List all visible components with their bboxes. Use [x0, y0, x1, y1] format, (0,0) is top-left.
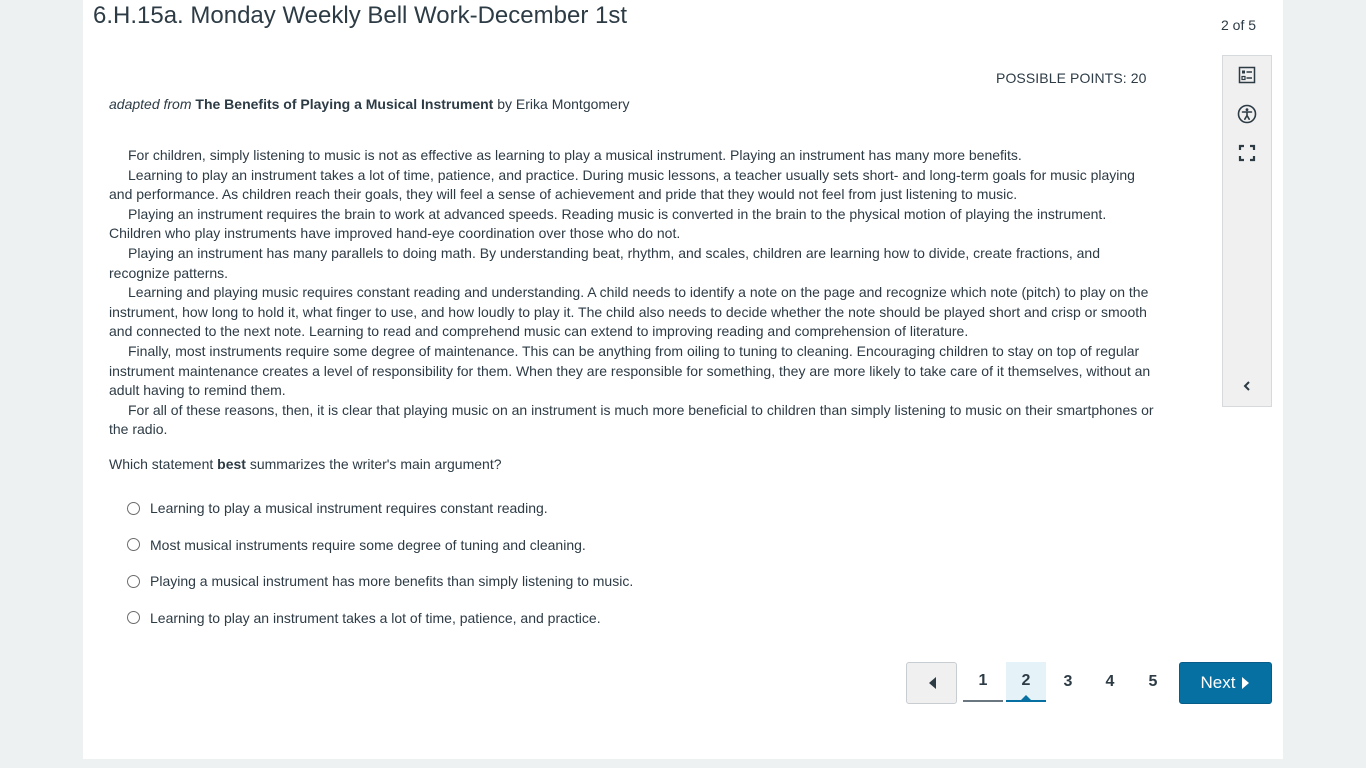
- answer-label: Learning to play a musical instrument requires constant reading.: [150, 500, 548, 516]
- answer-label: Learning to play an instrument takes a lot of time, patience, and practice.: [150, 609, 601, 626]
- attribution-prefix: adapted from: [109, 96, 192, 112]
- page-button-2[interactable]: 2: [1006, 662, 1046, 702]
- passage-paragraph: Playing an instrument has many parallels to doing math. By understanding beat, rhythm, and scales, children are learning how to divide, create fractions, and recognize patterns.: [109, 244, 1100, 281]
- quiz-tools-sidebar: [1222, 55, 1272, 407]
- chevron-left-icon[interactable]: [1236, 375, 1258, 397]
- answer-label: Playing a musical instrument has more benefits than simply listening to music.: [150, 573, 634, 590]
- passage-paragraph: Finally, most instruments require some degree of maintenance. This can be anything from oiling to tuning to cleaning. Encouraging children to stay on top of regular instrument maintenance creates a level of responsibility for them. When they are responsible for something, they are more likely to take care of it themselves, without an adult having to remind them.: [109, 342, 1151, 399]
- next-button[interactable]: [1179, 662, 1272, 704]
- question-text-after: summarizes the writer's main argument?: [249, 456, 502, 472]
- attribution-title: The Benefits of Playing a Musical Instrument: [195, 96, 494, 112]
- quiz-page: [83, 0, 1283, 759]
- answer-choices: [127, 499, 633, 645]
- answer-label: Most musical instruments require some degree of tuning and cleaning.: [150, 536, 586, 553]
- question-prompt: [109, 456, 502, 472]
- passage-paragraph: Learning to play an instrument takes a lot of time, patience, and practice. During music lessons, a teacher usually sets short- and long-term goals for music playing and performance. As children reach their goals, they will feel a sense of achievement and pride that they would not feel from just listening to music.: [109, 166, 1135, 203]
- question-text-bold: best: [217, 456, 246, 472]
- passage-paragraph: For children, simply listening to music is not as effective as learning to play a musical instrument. Playing an instrument has many more benefits.: [128, 147, 1022, 163]
- next-button-label: Next: [1200, 673, 1236, 692]
- question-text-before: Which statement: [109, 456, 214, 472]
- radio-button[interactable]: [127, 538, 140, 551]
- caret-right-icon: [1241, 676, 1250, 690]
- page-button-3[interactable]: 3: [1063, 673, 1073, 690]
- possible-points: POSSIBLE POINTS: 20: [996, 70, 1147, 86]
- answer-option[interactable]: [127, 609, 633, 627]
- answer-option[interactable]: [127, 572, 633, 590]
- answer-option[interactable]: [127, 499, 633, 517]
- passage-paragraph: For all of these reasons, then, it is clear that playing music on an instrument is much more beneficial to children than simply listening to music on their smartphones or the radio.: [109, 401, 1154, 438]
- previous-button[interactable]: [906, 662, 957, 704]
- page-button-5[interactable]: 5: [1148, 673, 1158, 690]
- page-button-4[interactable]: 4: [1105, 673, 1115, 690]
- question-list-icon[interactable]: [1236, 64, 1258, 86]
- radio-button[interactable]: [127, 611, 140, 624]
- passage-paragraph: Learning and playing music requires constant reading and understanding. A child needs to identify a note on the page and recognize which note (pitch) to play on the instrument, how long to hold it, what finger to use, and how loudly to play it. The child also needs to decide whether the note should be played short and crisp or smooth and connected to the next note. Learning to read and comprehend music can extend to improving reading and comprehension of literature.: [109, 284, 1149, 340]
- answer-option[interactable]: [127, 536, 633, 554]
- attribution-author: by Erika Montgomery: [497, 96, 630, 112]
- fullscreen-icon[interactable]: [1236, 142, 1258, 164]
- quiz-title: 6.H.15a. Monday Weekly Bell Work-December 1st: [93, 2, 627, 29]
- caret-left-icon: [927, 676, 937, 690]
- accessibility-icon[interactable]: [1236, 103, 1258, 125]
- reading-passage: [109, 146, 1155, 440]
- passage-attribution: [109, 96, 630, 112]
- page-button-1[interactable]: 1: [963, 662, 1003, 702]
- passage-paragraph: Playing an instrument requires the brain to work at advanced speeds. Reading music is converted in the brain to the physical motion of playing the instrument. Children who play instruments have improved hand-eye coordination over those who do not.: [109, 205, 1107, 242]
- radio-button[interactable]: [127, 575, 140, 588]
- question-counter: 2 of 5: [1221, 17, 1257, 33]
- radio-button[interactable]: [127, 502, 140, 515]
